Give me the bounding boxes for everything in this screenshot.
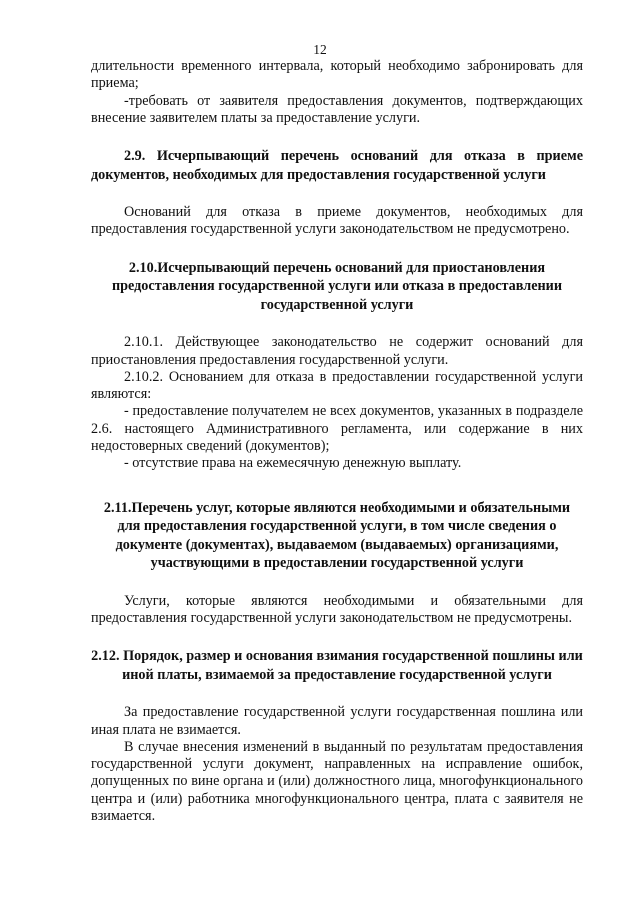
paragraph-payment-documents: -требовать от заявителя предоставления документов, подтверждающих внесение заявителем платы за предоставление услуги. [91,92,583,126]
paragraph-2-12-fee: За предоставление государственной услуги государственная пошлина или иная плата не взимается. [91,704,583,738]
heading-2-12: 2.12. Порядок, размер и основания взимания государственной пошлины или иной платы, взимаемой за предоставление государственной услуги [91,648,583,683]
heading-2-10: 2.10.Исчерпывающий перечень оснований для приостановления предоставления государственной услуги или отказа в предоставлении государственной услуги [111,259,563,313]
paragraph-2-10-2: 2.10.2. Основанием для отказа в предоставлении государственной услуги являются: [91,368,583,403]
paragraph-2-10-1: 2.10.1. Действующее законодательство не содержит оснований для приостановления предоставления государственной услуги. [91,334,583,368]
paragraph-2-10-2-item-1: - предоставление получателем не всех документов, указанных в подразделе 2.6. настоящего Административного регламента, или содержание в них недостоверных сведений (документов); [91,403,583,455]
paragraph-interval-duration: длительности временного интервала, который необходимо забронировать для приема; [91,58,583,92]
document-body [91,58,583,825]
paragraph-2-9: Оснований для отказа в приеме документов, необходимых для предоставления государственной услуги законодательством не предусмотрено. [91,204,583,238]
paragraph-2-10-2-item-2: - отсутствие права на ежемесячную денежную выплату. [124,455,462,472]
paragraph-2-12-corrections: В случае внесения изменений в выданный по результатам предоставления государственной услуги документ, направленных на исправление ошибок, допущенных по вине органа и (или) должностного лица, многофункционального центра и (или) работника многофункционального центра, плата с заявителя не взимается. [91,738,583,825]
paragraph-2-11: Услуги, которые являются необходимыми и обязательными для предоставления государственной услуги законодательством не предусмотрены. [91,592,583,626]
heading-2-11: 2.11.Перечень услуг, которые являются необходимыми и обязательными для предоставления государственной услуги, в том числе сведения о документе (документах), выдаваемом (выдаваемых) организациями, участвующими в предоставлении государственной услуги [103,499,571,572]
page-number: 12 [313,42,327,57]
heading-2-9: 2.9. Исчерпывающий перечень оснований для отказа в приеме документов, необходимых для предоставления государственной услуги [91,148,583,183]
